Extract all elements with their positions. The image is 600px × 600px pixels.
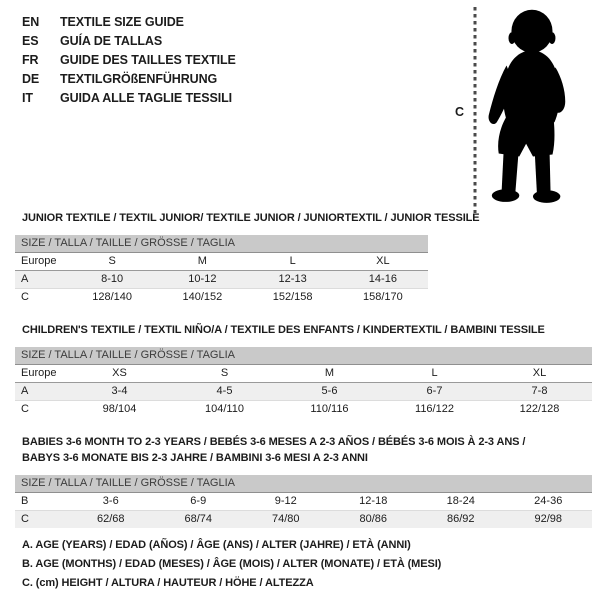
size-value-cell: 80/86 [330, 511, 418, 529]
size-data-row [15, 289, 428, 307]
size-column-header: L [382, 365, 487, 383]
section-title [15, 210, 592, 226]
section-title-line: BABYS 3-6 MONATE BIS 2-3 JAHRE / BAMBINI 3-6 MESI A 2-3 ANNI [22, 452, 368, 464]
size-column-header: XS [67, 365, 172, 383]
size-value-cell: 116/122 [415, 403, 454, 415]
measure-row-label: A [15, 383, 67, 401]
region-label: Europe [15, 365, 67, 383]
language-label: TEXTILGRÖßENFÜHRUNG [60, 72, 218, 86]
size-value-cell: 24-36 [505, 493, 593, 511]
size-value-cell: 4-5 [172, 383, 277, 401]
footnote-line: A. AGE (YEARS) / EDAD (AÑOS) / ÂGE (ANS) / ALTER (JAHRE) / ETÀ (ANNI) [22, 539, 411, 551]
size-section [15, 210, 592, 306]
language-row [22, 32, 236, 51]
size-sections [15, 210, 592, 528]
size-value-cell: 152/158 [272, 291, 313, 303]
size-value-cell: 14-16 [338, 271, 428, 289]
baby-silhouette-icon [486, 7, 576, 211]
size-value-cell: 12-18 [330, 493, 418, 511]
size-value-cell: 92/98 [505, 511, 593, 529]
language-row [22, 13, 236, 32]
measure-row-label: C [21, 403, 29, 415]
region-label: Europe [15, 253, 67, 271]
language-label: TEXTILE SIZE GUIDE [60, 15, 184, 29]
size-value-cell: 110/116 [310, 403, 349, 415]
size-value-cell: 158/170 [362, 291, 403, 303]
size-value-cell: 140/152 [182, 291, 223, 303]
language-label: GUÍA DE TALLAS [60, 34, 163, 48]
section-title-line: CHILDREN'S TEXTILE / TEXTIL NIÑO/A / TEXTILE DES ENFANTS / KINDERTEXTIL / BAMBINI TESSILE [22, 324, 545, 336]
height-measure-label: C [455, 105, 465, 119]
language-row [22, 70, 236, 89]
language-list [22, 13, 236, 108]
section-title-line: BABIES 3-6 MONTH TO 2-3 YEARS / BEBÉS 3-6 MESES A 2-3 AÑOS / BÉBÉS 3-6 MOIS À 2-3 ANS / [22, 436, 526, 448]
measure-row-label: C [21, 291, 29, 303]
section-title [15, 322, 592, 338]
size-value-cell: 128/140 [92, 291, 132, 303]
language-code: ES [22, 34, 39, 48]
height-figure [448, 5, 593, 217]
size-value-cell: 9-12 [242, 493, 330, 511]
size-column-header: L [248, 253, 338, 271]
size-value-cell: 62/68 [67, 511, 155, 529]
size-value-cell: 86/92 [417, 511, 505, 529]
size-column-header: XL [338, 253, 428, 271]
language-label: GUIDA ALLE TAGLIE TESSILI [60, 91, 233, 105]
size-bar: SIZE / TALLA / TAILLE / GRÖSSE / TAGLIA [15, 235, 428, 253]
size-bar: SIZE / TALLA / TAILLE / GRÖSSE / TAGLIA [15, 475, 592, 493]
size-value-cell: 3-4 [67, 383, 172, 401]
size-header-row [15, 253, 428, 271]
size-section [15, 322, 592, 418]
size-column-header: S [67, 253, 157, 271]
size-table [15, 475, 592, 528]
size-table [15, 347, 592, 418]
footnotes [22, 536, 441, 593]
footnote-line: C. (cm) HEIGHT / ALTURA / HAUTEUR / HÖHE / ALTEZZA [22, 577, 314, 589]
size-value-cell: 122/128 [519, 403, 560, 415]
measure-row-label: A [15, 271, 67, 289]
size-header-row [15, 365, 592, 383]
language-code: IT [22, 91, 33, 105]
size-value-cell: 6-7 [382, 383, 487, 401]
size-column-header: XL [487, 365, 592, 383]
size-data-row [15, 383, 592, 401]
section-title [15, 434, 592, 466]
language-row [22, 89, 236, 108]
section-title-line: JUNIOR TEXTILE / TEXTIL JUNIOR/ TEXTILE JUNIOR / JUNIORTEXTIL / JUNIOR TESSILE [22, 212, 480, 224]
size-value-cell: 98/104 [102, 403, 137, 415]
size-value-cell: 18-24 [417, 493, 505, 511]
size-value-cell: 74/80 [242, 511, 330, 529]
size-value-cell: 104/110 [205, 403, 244, 415]
size-section [15, 434, 592, 528]
measure-row-label: C [15, 511, 67, 529]
size-column-header: S [172, 365, 277, 383]
size-value-cell: 6-9 [155, 493, 243, 511]
size-column-header: M [157, 253, 247, 271]
language-label: GUIDE DES TAILLES TEXTILE [60, 53, 236, 67]
size-column-header: M [277, 365, 382, 383]
size-data-row [15, 401, 592, 419]
size-table [15, 235, 428, 306]
language-code: FR [22, 53, 39, 67]
size-value-cell: 68/74 [155, 511, 243, 529]
size-value-cell: 10-12 [157, 271, 247, 289]
height-dashed-line-icon [472, 7, 478, 213]
size-bar: SIZE / TALLA / TAILLE / GRÖSSE / TAGLIA [15, 347, 592, 365]
size-data-row [15, 493, 592, 511]
size-value-cell: 3-6 [67, 493, 155, 511]
size-value-cell: 5-6 [277, 383, 382, 401]
language-code: DE [22, 72, 40, 86]
measure-row-label: B [15, 493, 67, 511]
size-data-row [15, 511, 592, 529]
language-code: EN [22, 15, 40, 29]
size-data-row [15, 271, 428, 289]
language-row [22, 51, 236, 70]
size-value-cell: 12-13 [248, 271, 338, 289]
size-value-cell: 8-10 [67, 271, 157, 289]
footnote-line: B. AGE (MONTHS) / EDAD (MESES) / ÂGE (MOIS) / ALTER (MONATE) / ETÀ (MESI) [22, 558, 442, 570]
size-value-cell: 7-8 [487, 383, 592, 401]
